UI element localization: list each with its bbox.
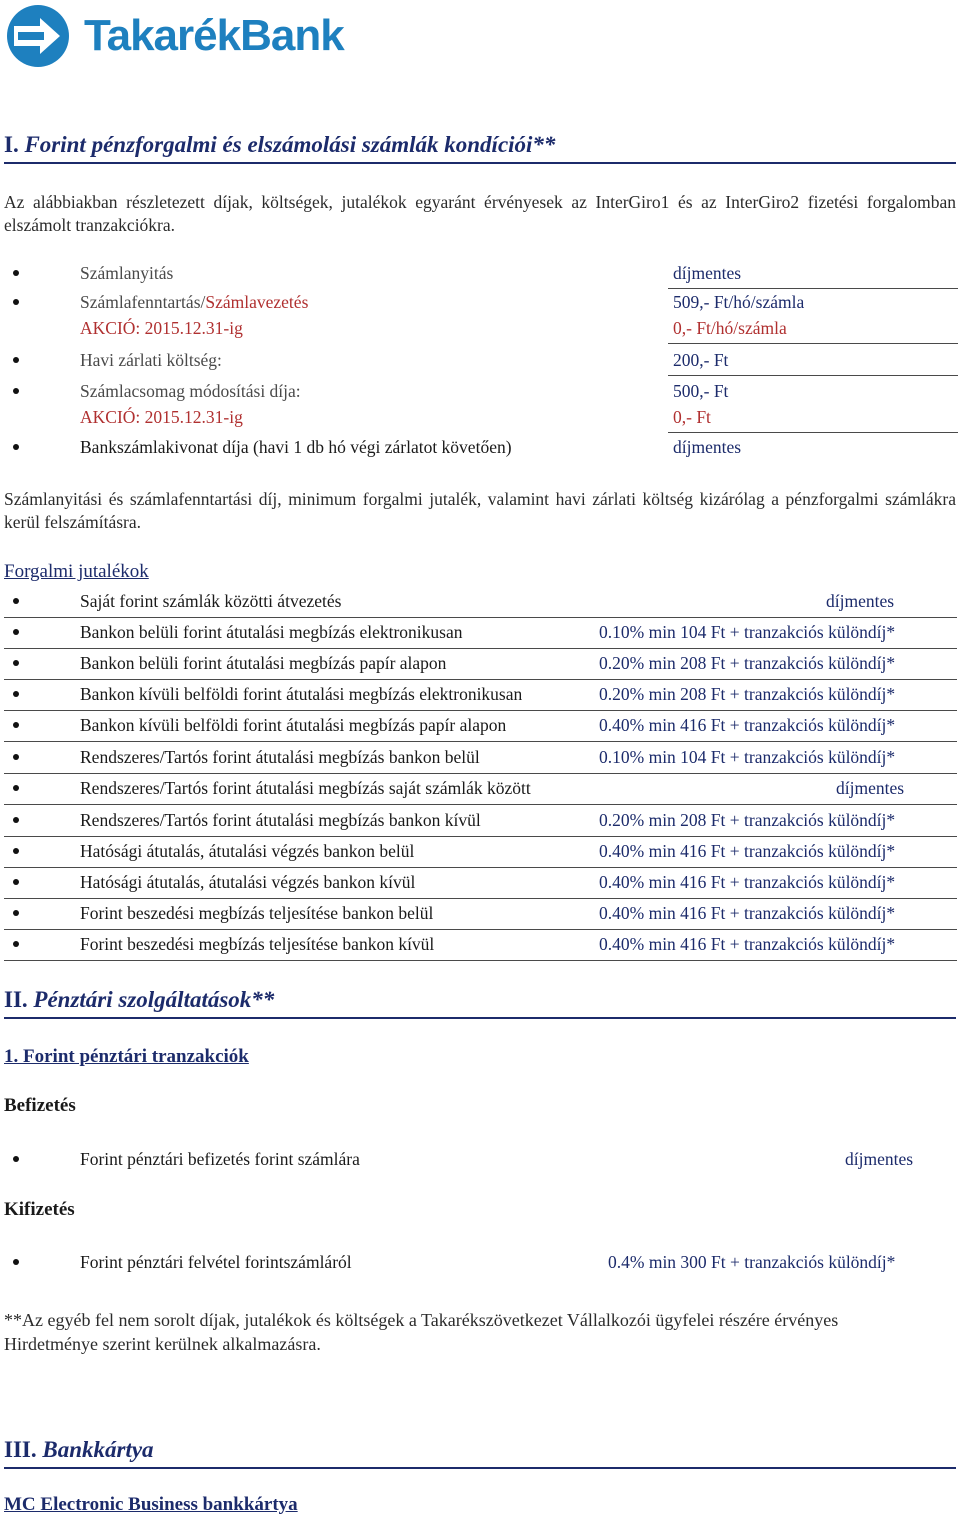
fee-label: Számlafenntartás/Számlavezetés xyxy=(80,292,309,312)
fee-value: 509,- Ft/hó/számla xyxy=(673,292,805,312)
promo-label: AKCIÓ: 2015.12.31-ig xyxy=(80,318,243,338)
logo-mark-icon xyxy=(4,2,74,70)
section-1-number: I. xyxy=(4,132,19,157)
fee-label: Havi zárlati költség: xyxy=(80,350,222,370)
brand-logo xyxy=(4,2,374,70)
row-separator xyxy=(4,836,957,837)
section-3-title: Bankkártya xyxy=(42,1437,154,1462)
withdrawal-label: Forint pénztári felvétel forintszámláról xyxy=(80,1252,352,1272)
fee-value: 500,- Ft xyxy=(673,381,729,401)
row-separator xyxy=(668,288,958,289)
bullet-icon xyxy=(13,754,19,760)
section-1-rule xyxy=(4,162,956,164)
section-3-number: III. xyxy=(4,1437,37,1462)
section-2-number: II. xyxy=(4,987,28,1012)
turnover-value: díjmentes xyxy=(826,591,895,611)
row-separator xyxy=(4,960,957,961)
turnover-value: 0.20% min 208 Ft + tranzakciós különdíj* xyxy=(599,810,896,830)
row-separator xyxy=(4,741,957,742)
section-3-heading xyxy=(4,1437,154,1463)
bullet-icon xyxy=(13,941,19,947)
footnote: **Az egyéb fel nem sorolt díjak, jutalékok és költségek a Takarékszövetkezet Vállalkozói ügyfelei részére érvényes Hirdetménye szerint kerülnek alkalmazásra. xyxy=(4,1310,839,1354)
fee-value: díjmentes xyxy=(673,263,742,283)
bullet-icon xyxy=(13,817,19,823)
brand-name: TakarékBank xyxy=(84,11,344,60)
section-1-intro: Az alábbiakban részletezett díjak, költségek, jutalékok egyaránt érvényesek az InterGiro1 és az InterGiro2 fizetési forgalomban elszámolt tranzakciókra. xyxy=(4,192,956,235)
turnover-label: Bankon belüli forint átutalási megbízás elektronikusan xyxy=(80,622,463,642)
section-1-title: Forint pénzforgalmi és elszámolási számlák kondíciói** xyxy=(24,132,556,157)
row-separator xyxy=(668,432,958,433)
bullet-icon xyxy=(13,722,19,728)
fee-value: díjmentes xyxy=(673,437,742,457)
row-separator xyxy=(4,679,957,680)
turnover-value: 0.40% min 416 Ft + tranzakciós különdíj* xyxy=(599,715,896,735)
turnover-label: Bankon kívüli belföldi forint átutalási megbízás papír alapon xyxy=(80,715,507,735)
fee-label: Bankszámlakivonat díja (havi 1 db hó végi zárlatot követően) xyxy=(80,437,512,457)
turnover-value: 0.20% min 208 Ft + tranzakciós különdíj* xyxy=(599,684,896,704)
turnover-label: Rendszeres/Tartós forint átutalási megbízás bankon belül xyxy=(80,747,480,767)
promo-value: 0,- Ft xyxy=(673,407,711,427)
bullet-icon xyxy=(13,660,19,666)
bullet-icon xyxy=(13,785,19,791)
turnover-label: Forint beszedési megbízás teljesítése bankon belül xyxy=(80,903,434,923)
bullet-icon xyxy=(13,629,19,635)
section-2-heading xyxy=(4,987,274,1013)
row-separator xyxy=(4,867,957,868)
withdrawal-value: 0.4% min 300 Ft + tranzakciós különdíj* xyxy=(608,1252,896,1272)
turnover-label: Saját forint számlák közötti átvezetés xyxy=(80,591,342,611)
bullet-icon xyxy=(13,879,19,885)
turnover-value: 0.40% min 416 Ft + tranzakciós különdíj* xyxy=(599,841,896,861)
bullet-icon xyxy=(13,270,19,276)
bullet-icon xyxy=(13,357,19,363)
turnover-value: 0.10% min 104 Ft + tranzakciós különdíj* xyxy=(599,747,896,767)
row-separator xyxy=(4,773,957,774)
section-3-rule xyxy=(4,1467,956,1469)
bullet-icon xyxy=(13,1156,19,1162)
turnover-value: díjmentes xyxy=(836,778,905,798)
account-fee-note: Számlanyitási és számlafenntartási díj, minimum forgalmi jutalék, valamint havi zárlati költség kizárólag a pénzforgalmi számlákra kerül felszámításra. xyxy=(4,489,956,532)
deposit-heading: Befizetés xyxy=(4,1095,76,1116)
card-heading: MC Electronic Business bankkártya xyxy=(4,1494,298,1515)
row-separator xyxy=(4,648,957,649)
turnover-label: Hatósági átutalás, átutalási végzés bankon belül xyxy=(80,841,415,861)
fee-value: 200,- Ft xyxy=(673,350,729,370)
bullet-icon xyxy=(13,598,19,604)
bullet-icon xyxy=(13,1259,19,1265)
section-2-rule xyxy=(4,1017,956,1019)
bullet-icon xyxy=(13,299,19,305)
turnover-label: Bankon belüli forint átutalási megbízás papír alapon xyxy=(80,653,447,673)
turnover-value: 0.10% min 104 Ft + tranzakciós különdíj* xyxy=(599,622,896,642)
turnover-label: Forint beszedési megbízás teljesítése bankon kívül xyxy=(80,934,435,954)
row-separator xyxy=(4,898,957,899)
turnover-value: 0.20% min 208 Ft + tranzakciós különdíj* xyxy=(599,653,896,673)
row-separator xyxy=(668,343,958,344)
bullet-icon xyxy=(13,848,19,854)
row-separator xyxy=(4,804,957,805)
bullet-icon xyxy=(13,910,19,916)
promo-value: 0,- Ft/hó/számla xyxy=(673,318,787,338)
fee-label: Számlacsomag módosítási díja: xyxy=(80,381,301,401)
row-separator xyxy=(4,617,957,618)
cash-transactions-heading: 1. Forint pénztári tranzakciók xyxy=(4,1046,249,1067)
deposit-value: díjmentes xyxy=(845,1149,914,1169)
turnover-value: 0.40% min 416 Ft + tranzakciós különdíj* xyxy=(599,934,896,954)
row-separator xyxy=(4,929,957,930)
deposit-label: Forint pénztári befizetés forint számlára xyxy=(80,1149,360,1169)
turnover-label: Rendszeres/Tartós forint átutalási megbízás bankon kívül xyxy=(80,810,481,830)
row-separator xyxy=(4,710,957,711)
turnover-label: Hatósági átutalás, átutalási végzés bankon kívül xyxy=(80,872,416,892)
turnover-label: Bankon kívüli belföldi forint átutalási megbízás elektronikusan xyxy=(80,684,523,704)
promo-label: AKCIÓ: 2015.12.31-ig xyxy=(80,407,243,427)
section-2-title: Pénztári szolgáltatások** xyxy=(33,987,275,1012)
turnover-value: 0.40% min 416 Ft + tranzakciós különdíj* xyxy=(599,903,896,923)
bullet-icon xyxy=(13,691,19,697)
turnover-value: 0.40% min 416 Ft + tranzakciós különdíj* xyxy=(599,872,896,892)
turnover-heading: Forgalmi jutalékok xyxy=(4,561,149,582)
turnover-label: Rendszeres/Tartós forint átutalási megbízás saját számlák között xyxy=(80,778,531,798)
withdrawal-heading: Kifizetés xyxy=(4,1199,75,1220)
fee-label: Számlanyitás xyxy=(80,263,174,283)
bullet-icon xyxy=(13,388,19,394)
row-separator xyxy=(668,375,958,376)
bullet-icon xyxy=(13,444,19,450)
section-1-heading xyxy=(4,132,555,158)
